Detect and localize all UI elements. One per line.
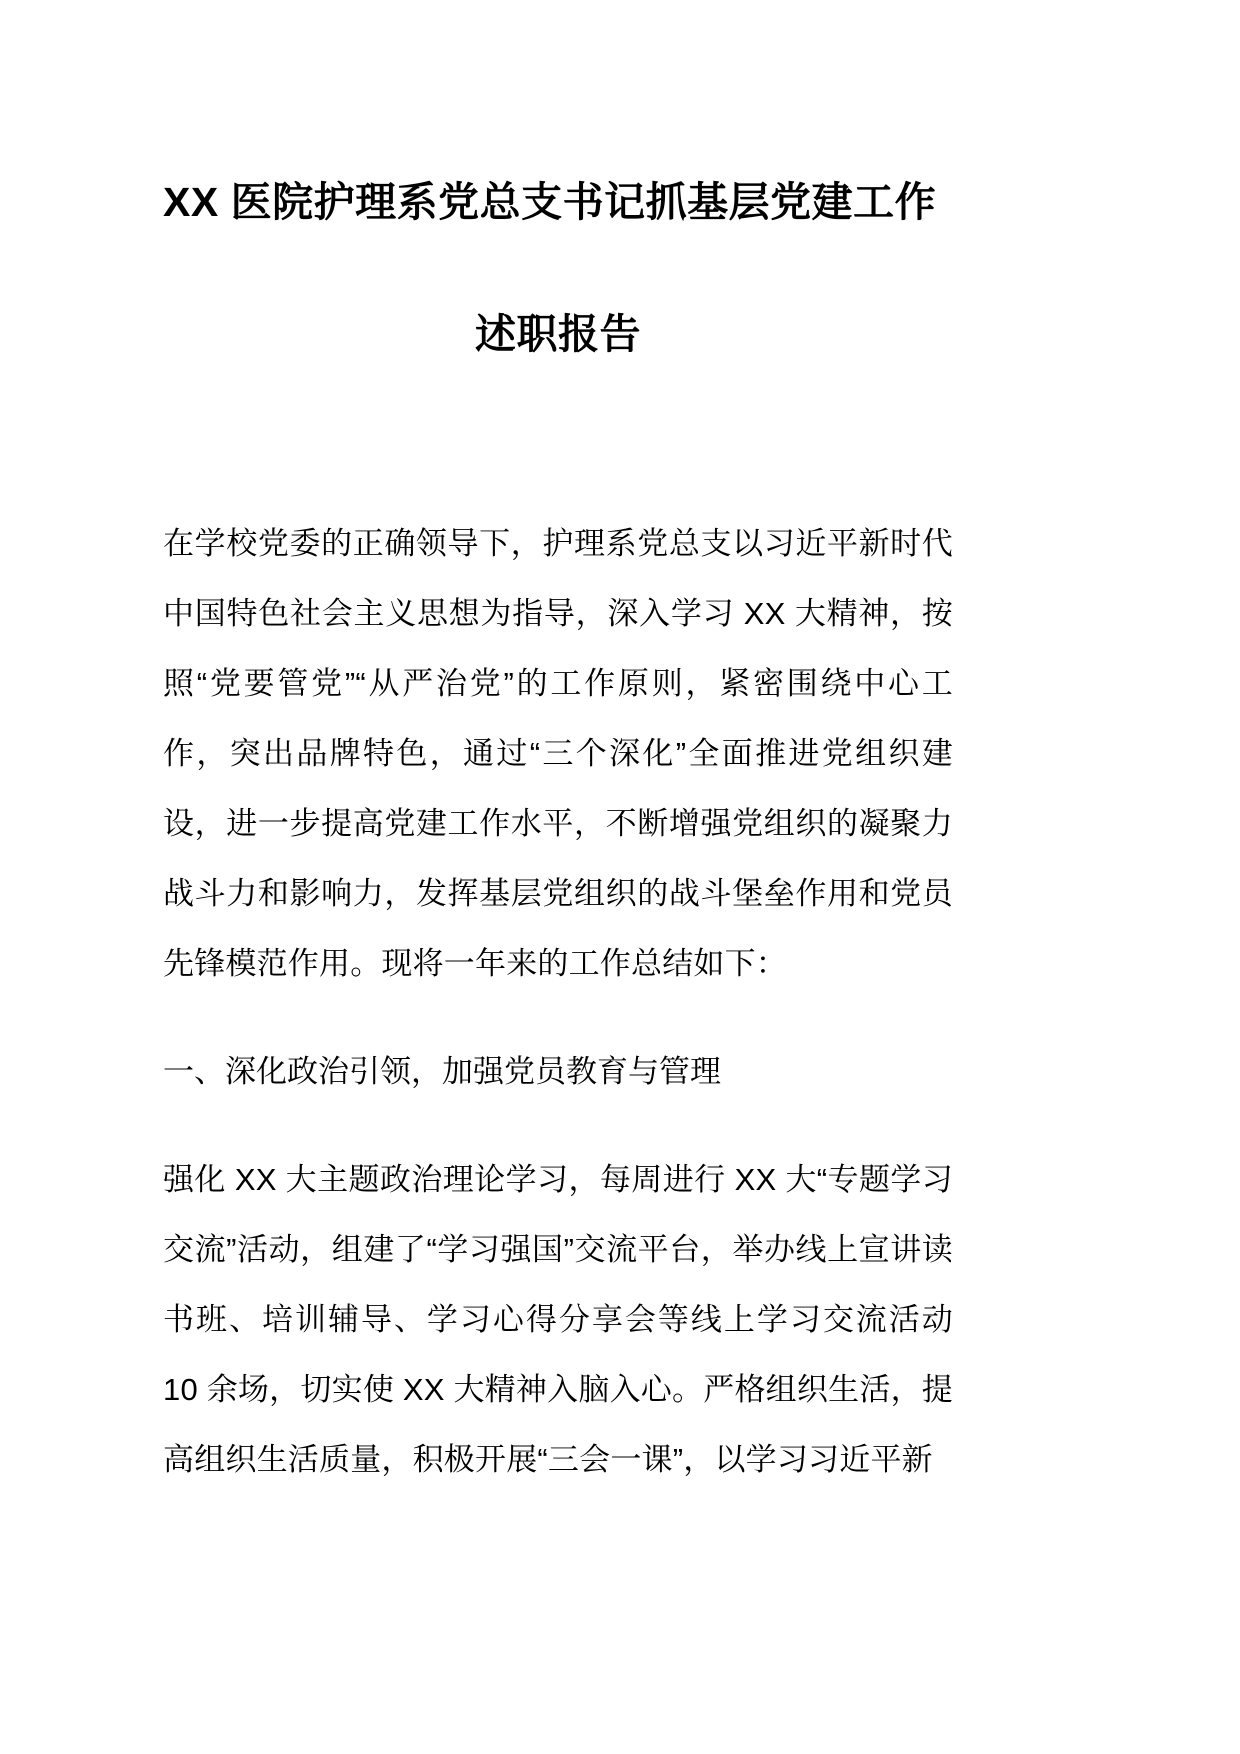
- document-title-line-2: 述职报告: [475, 311, 641, 358]
- section-heading-1: 一、深化政治引领，加强党员教育与管理: [163, 1054, 721, 1090]
- intro-paragraph: 在学校党委的正确领导下，护理系党总支以习近平新时代中国特色社会主义思想为指导，深入学习 XX 大精神，按照“党要管党”“从严治党”的工作原则，紧密围绕中心工作，突出品牌特色，通过“三个深化”全面推进党组织建设，进一步提高党建工作水平，不断增强党组织的凝聚力战斗力和影响力，发挥基层党组织的战斗堡垒作用和党员先锋模范作用。现将一年来的工作总结如下：: [163, 526, 953, 982]
- section-1-paragraph: 强化 XX 大主题政治理论学习，每周进行 XX 大“专题学习交流”活动，组建了“学习强国”交流平台，举办线上宣讲读书班、培训辅导、学习心得分享会等线上学习交流活动 10 余场，切实使 XX 大精神入脑入心。严格组织生活，提高组织生活质量，积极开展“三会一课”，以学习习近平新: [163, 1162, 953, 1478]
- document-body: [163, 0, 953, 1495]
- document-title-line-1: XX 医院护理系党总支书记抓基层党建工作: [163, 179, 937, 225]
